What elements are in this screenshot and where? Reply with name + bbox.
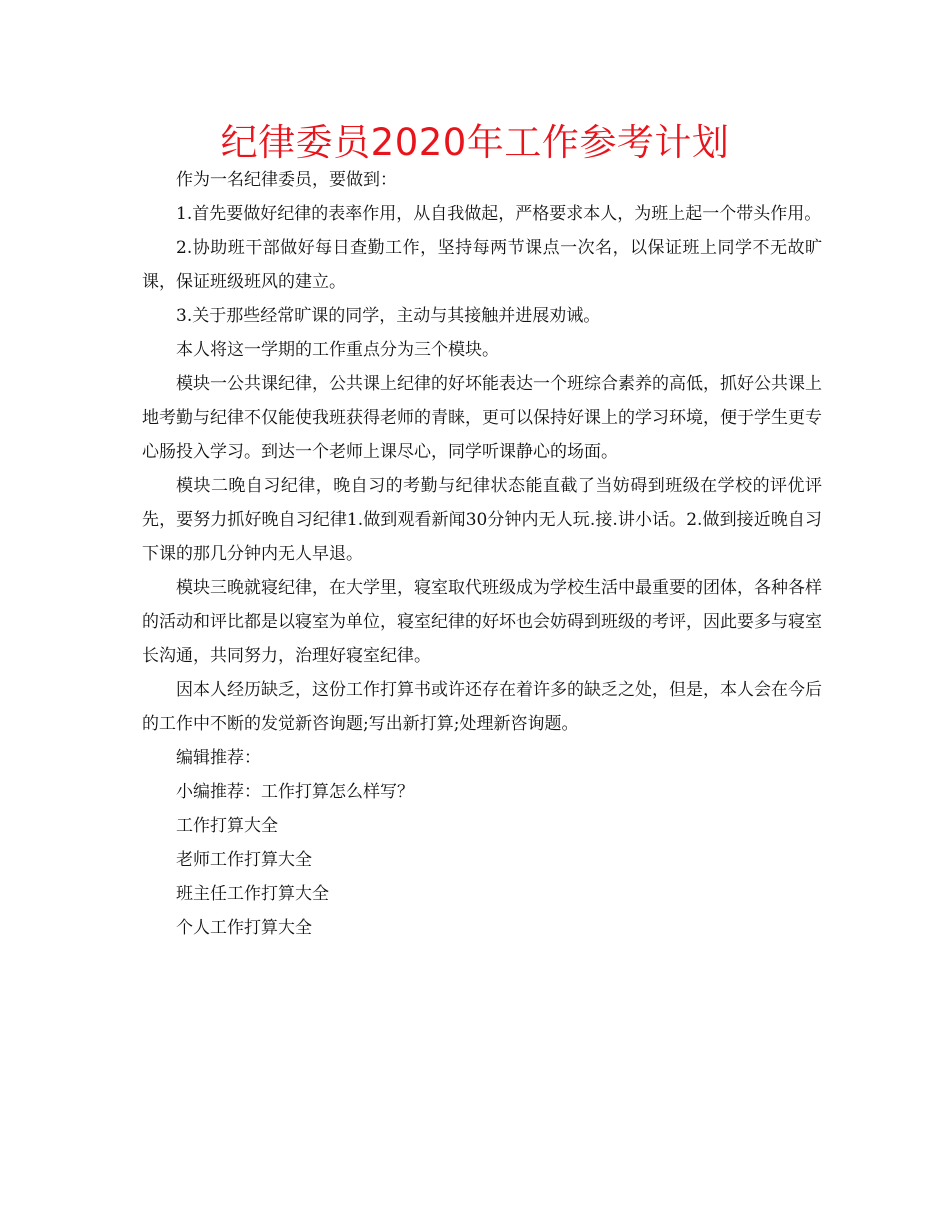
- paragraph-item-3: 3.关于那些经常旷课的同学，主动与其接触并进展劝诫。: [176, 306, 601, 326]
- recommend-item: 班主任工作打算大全: [176, 884, 329, 904]
- paragraph-item-2: 2.协助班干部做好每日查勤工作，坚持每两节课点一次名，以保证班上同学不无故旷课，保证班级班风的建立。: [142, 238, 822, 292]
- paragraph-item-1: 1.首先要做好纪律的表率作用，从自我做起，严格要求本人，为班上起一个带头作用。: [176, 204, 822, 224]
- paragraph-module-3: 模块三晚就寝纪律，在大学里，寝室取代班级成为学校生活中最重要的团体，各种各样的活动和评比都是以寝室为单位，寝室纪律的好坏也会妨碍到班级的考评，因此要多与寝室长沟通，共同努力，治理好寝室纪律。: [142, 578, 822, 666]
- paragraph-closing: 因本人经历缺乏，这份工作打算书或许还存在着许多的缺乏之处，但是，本人会在今后的工作中不断的发觉新咨询题;写出新打算;处理新咨询题。: [142, 680, 822, 734]
- editor-recommend-heading: 编辑推荐：: [176, 748, 261, 768]
- recommend-item: 小编推荐：工作打算怎么样写？: [176, 782, 414, 802]
- document-title: 纪律委员2020年工作参考计划: [220, 121, 730, 164]
- recommend-item: 个人工作打算大全: [176, 918, 312, 938]
- paragraph-module-1: 模块一公共课纪律，公共课上纪律的好坏能表达一个班综合素养的高低，抓好公共课上地考勤与纪律不仅能使我班获得老师的青睐，更可以保持好课上的学习环境，便于学生更专心肠投入学习。到达一个老师上课尽心，同学听课静心的场面。: [142, 374, 822, 462]
- paragraph-module-2: 模块二晚自习纪律，晚自习的考勤与纪律状态能直截了当妨碍到班级在学校的评优评先，要努力抓好晚自习纪律1.做到观看新闻30分钟内无人玩.接.讲小话。2.做到接近晚自习下课的那几分钟内无人早退。: [142, 476, 822, 564]
- paragraph-modules-intro: 本人将这一学期的工作重点分为三个模块。: [176, 340, 499, 360]
- recommend-item: 老师工作打算大全: [176, 850, 312, 870]
- document-body: [142, 163, 822, 945]
- paragraph-intro: 作为一名纪律委员，要做到：: [176, 170, 397, 190]
- recommend-item: 工作打算大全: [176, 816, 278, 836]
